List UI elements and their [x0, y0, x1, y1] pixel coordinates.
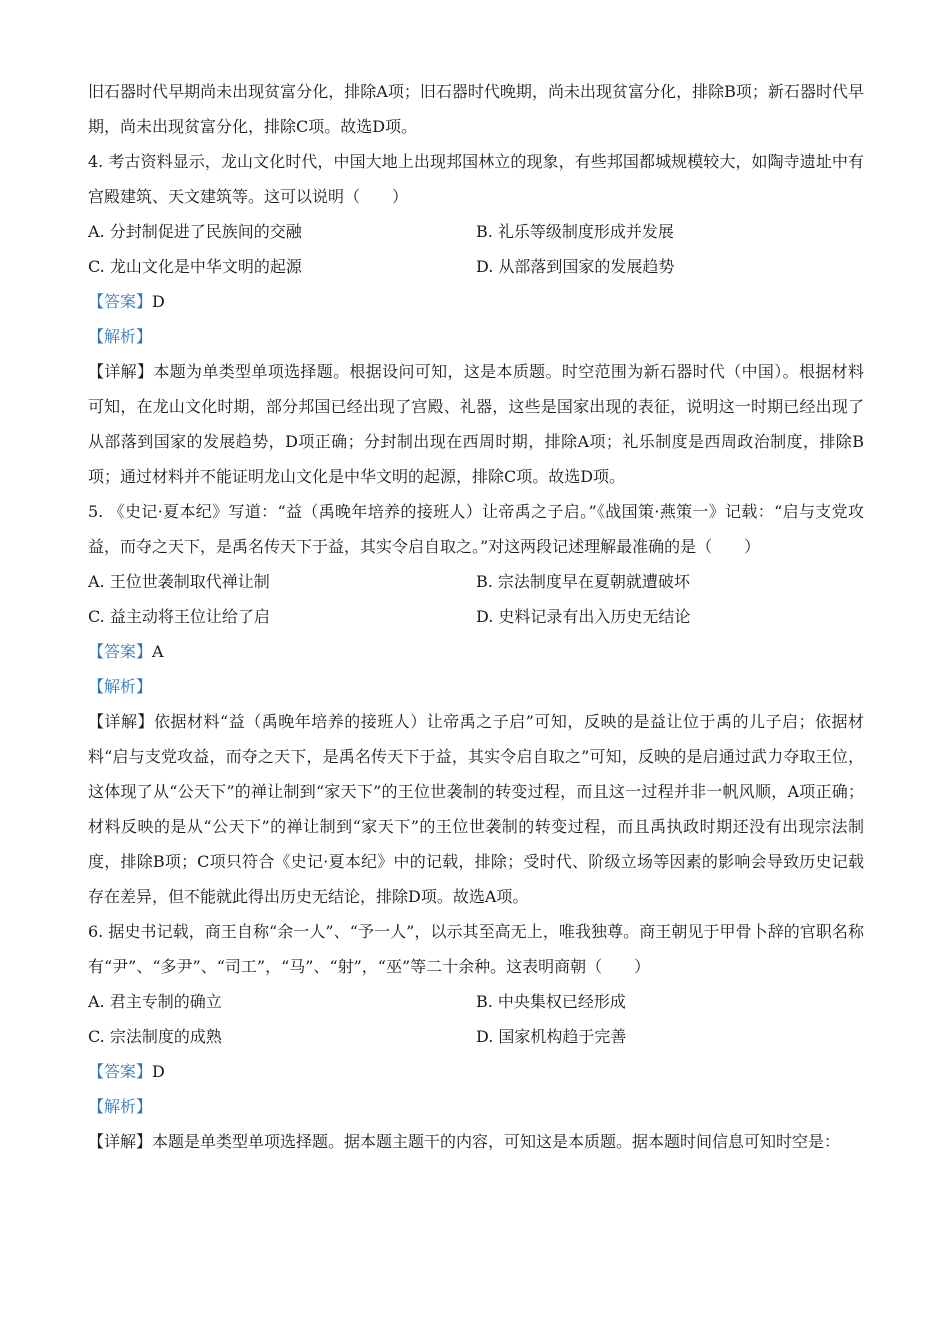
question-4-options — [88, 214, 864, 284]
analysis-label: 【解析】 — [88, 1097, 153, 1116]
option-b: B. 礼乐等级制度形成并发展 — [476, 222, 674, 241]
detail-label: 【详解】 — [88, 1132, 153, 1151]
detail-paragraph — [88, 1124, 864, 1159]
option-a: A. 君主专制的确立 — [88, 992, 222, 1011]
detail-text: 本题是单类型单项选择题。据本题主题干的内容，可知这是本质题。据本题时间信息可知时空是： — [152, 1132, 841, 1151]
detail-label: 【详解】 — [88, 362, 154, 381]
question-4 — [88, 144, 864, 494]
question-6-stem: 6. 据史书记载，商王自称“余一人”、“予一人”，以示其至高无上，唯我独尊。商王朝见于甲骨卜辞的官职名称有“尹”、“多尹”、“司工”，“马”、“射”，“巫”等二十余种。这表明商朝（ ） — [88, 922, 864, 976]
option-d: D. 从部落到国家的发展趋势 — [476, 257, 675, 276]
question-4-stem: 4. 考古资料显示，龙山文化时代，中国大地上出现邦国林立的现象，有些邦国都城规模较大，如陶寺遗址中有宫殿建筑、天文建筑等。这可以说明（ ） — [88, 152, 864, 206]
analysis-label: 【解析】 — [88, 677, 153, 696]
option-c: C. 宗法制度的成熟 — [88, 1027, 222, 1046]
question-5 — [88, 494, 864, 914]
intro-paragraph: 旧石器时代早期尚未出现贫富分化，排除A项；旧石器时代晚期，尚未出现贫富分化，排除B项；新石器时代早期，尚未出现贫富分化，排除C项。故选D项。 — [88, 82, 864, 136]
answer-value: A — [152, 642, 164, 661]
detail-text: 依据材料“益（禹晚年培养的接班人）让帝禹之子启”可知，反映的是益让位于禹的儿子启；依据材料“启与支党攻益，而夺之天下，是禹名传天下于益，其实令启自取之”可知，反映的是启通过武力夺取王位，这体现了从“公天下”的禅让制到“家天下”的王位世袭制的转变过程，而且这一过程并非一帆风顺，A项正确；材料反映的是从“公天下”的禅让制到“家天下”的王位世袭制的转变过程，而且禹执政时期还没有出现宗法制度，排除B项；C项只符合《史记·夏本纪》中的记载，排除；受时代、阶级立场等因素的影响会导致历史记载存在差异，但不能就此得出历史无结论，排除D项。故选A项。 — [88, 712, 864, 906]
answer-line — [88, 284, 864, 319]
answer-value: D — [152, 292, 165, 311]
question-5-options — [88, 564, 864, 634]
option-a: A. 分封制促进了民族间的交融 — [88, 222, 302, 241]
question-6-options — [88, 984, 864, 1054]
answer-value: D — [152, 1062, 165, 1081]
document-page — [88, 74, 864, 1159]
option-b: B. 中央集权已经形成 — [476, 992, 626, 1011]
question-5-stem: 5. 《史记·夏本纪》写道：“益（禹晚年培养的接班人）让帝禹之子启。”《战国策·燕策一》记载：“启与支党攻益，而夺之天下，是禹名传天下于益，其实令启自取之。”对这两段记述理解最准确的是（ ） — [88, 502, 864, 556]
answer-label: 【答案】 — [88, 642, 153, 661]
detail-paragraph — [88, 354, 864, 494]
option-d: D. 史料记录有出入历史无结论 — [476, 607, 691, 626]
answer-label: 【答案】 — [88, 292, 153, 311]
question-6 — [88, 914, 864, 1159]
detail-text: 本题为单类型单项选择题。根据设问可知，这是本质题。时空范围为新石器时代（中国）。根据材料可知，在龙山文化时期，部分邦国已经出现了宫殿、礼器，这些是国家出现的表征，说明这一时期已经出现了从部落到国家的发展趋势，D项正确；分封制出现在西周时期，排除A项；礼乐制度是西周政治制度，排除B项；通过材料并不能证明龙山文化是中华文明的起源，排除C项。故选D项。 — [88, 362, 864, 486]
detail-paragraph — [88, 704, 864, 914]
option-c: C. 益主动将王位让给了启 — [88, 607, 270, 626]
option-b: B. 宗法制度早在夏朝就遭破坏 — [476, 572, 690, 591]
detail-label: 【详解】 — [88, 712, 155, 731]
option-c: C. 龙山文化是中华文明的起源 — [88, 257, 302, 276]
option-d: D. 国家机构趋于完善 — [476, 1027, 627, 1046]
answer-label: 【答案】 — [88, 1062, 153, 1081]
analysis-label: 【解析】 — [88, 327, 153, 346]
answer-line — [88, 634, 864, 669]
answer-line — [88, 1054, 864, 1089]
option-a: A. 王位世袭制取代禅让制 — [88, 572, 270, 591]
